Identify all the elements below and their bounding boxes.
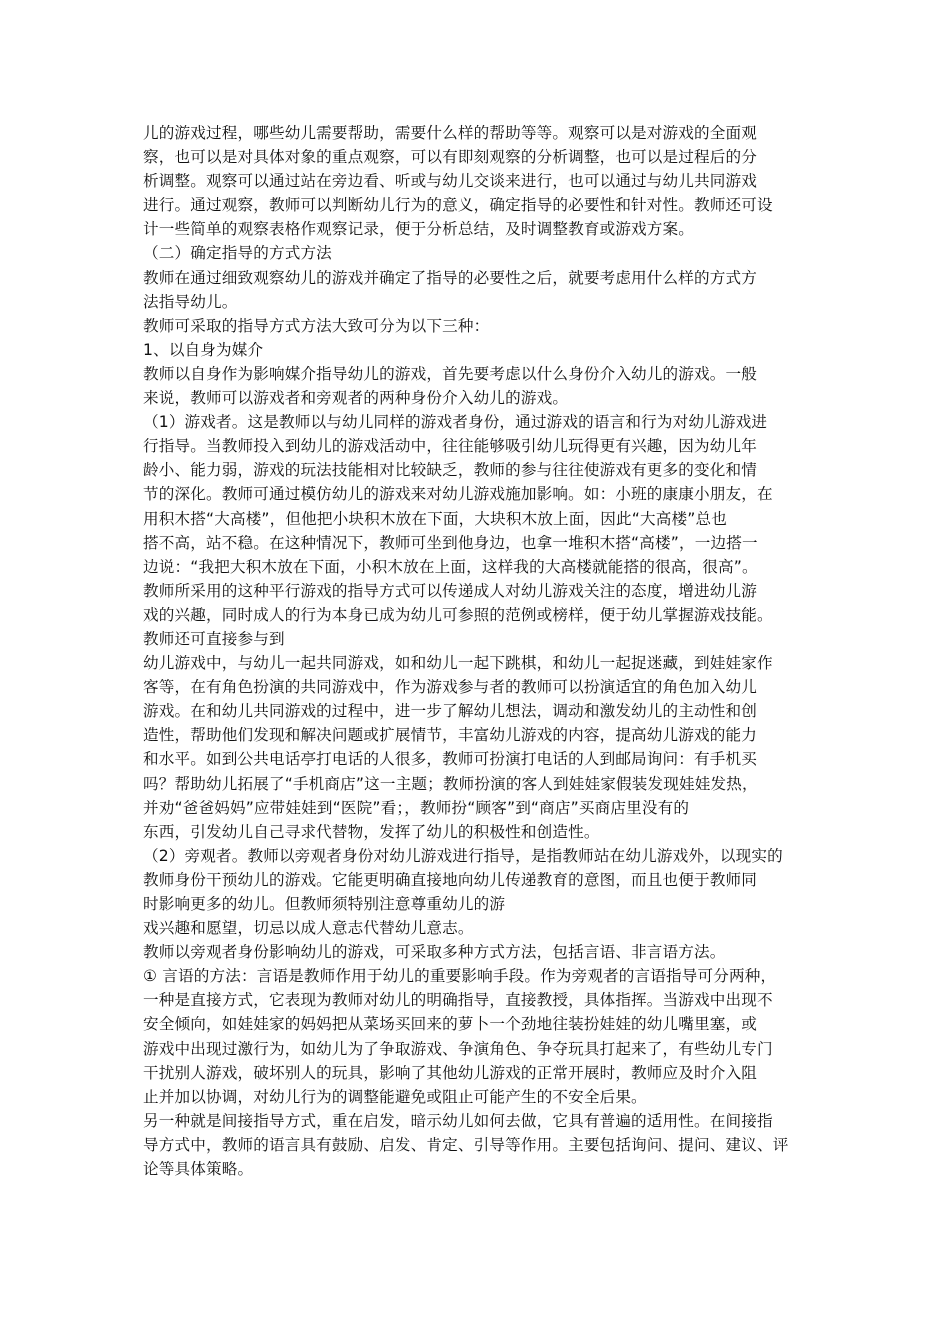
text-line: 行指导。当教师投入到幼儿的游戏活动中，往往能够吸引幼儿玩得更有兴趣，因为幼儿年 xyxy=(143,437,758,456)
text-line: 进行。通过观察，教师可以判断幼儿行为的意义，确定指导的必要性和针对性。教师还可设 xyxy=(143,196,773,215)
text-line: 另一种就是间接指导方式，重在启发，暗示幼儿如何去做，它具有普遍的适用性。在间接指 xyxy=(143,1111,773,1130)
text-line: 客等，在有角色扮演的共同游戏中，作为游戏参与者的教师可以扮演适宜的角色加入幼儿 xyxy=(143,678,758,697)
text-line: 游戏。在和幼儿共同游戏的过程中，进一步了解幼儿想法，调动和激发幼儿的主动性和创 xyxy=(143,702,758,721)
text-line: 时影响更多的幼儿。但教师须特别注意尊重幼儿的游 xyxy=(143,895,506,913)
text-line: 察，也可以是对具体对象的重点观察，可以有即刻观察的分析调整，也可以是过程后的分 xyxy=(143,148,758,167)
text-line: （二）确定指导的方式方法 xyxy=(143,244,332,263)
text-line: （1）游戏者。这是教师以与幼儿同样的游戏者身份，通过游戏的语言和行为对幼儿游戏进 xyxy=(143,413,768,432)
text-line: 导方式中，教师的语言具有鼓励、启发、肯定、引导等作用。主要包括询问、提问、建议、评 xyxy=(143,1135,789,1154)
text-line: 来说，教师可以游戏者和旁观者的两种身份介入幼儿的游戏。 xyxy=(143,389,569,408)
text-line: 析调整。观察可以通过站在旁边看、听或与幼儿交谈来进行，也可以通过与幼儿共同游戏 xyxy=(143,172,758,191)
text-line: 教师可采取的指导方式方法大致可分为以下三种： xyxy=(143,316,490,335)
text-line: 法指导幼儿。 xyxy=(143,292,238,311)
text-line: 戏的兴趣，同时成人的行为本身已成为幼儿可参照的范例或榜样，便于幼儿掌握游戏技能。 xyxy=(143,605,773,624)
text-line: （2）旁观者。教师以旁观者身份对幼儿游戏进行指导，是指教师站在幼儿游戏外，以现实的 xyxy=(143,846,783,865)
text-line: 游戏中出现过激行为，如幼儿为了争取游戏、争演角色、争夺玩具打起来了，有些幼儿专门 xyxy=(143,1039,773,1058)
text-line: 吗？帮助幼儿拓展了“手机商店”这一主题；教师扮演的客人到娃娃家假装发现娃娃发热， xyxy=(143,774,758,793)
text-line: 教师在通过细致观察幼儿的游戏并确定了指导的必要性之后，就要考虑用什么样的方式方 xyxy=(143,268,758,287)
text-line: 用积木搭“大高楼”，但他把小块积木放在下面，大块积木放上面，因此“大高楼”总也 xyxy=(143,509,727,528)
text-line: 安全倾向，如娃娃家的妈妈把从菜场买回来的萝卜一个劲地往装扮娃娃的幼儿嘴里塞，或 xyxy=(143,1015,758,1034)
document-body xyxy=(143,121,803,1181)
text-line: 教师以自身作为影响媒介指导幼儿的游戏，首先要考虑以什么身份介入幼儿的游戏。一般 xyxy=(143,364,758,383)
text-line: 论等具体策略。 xyxy=(143,1160,254,1179)
text-line: 并劝“爸爸妈妈”应带娃娃到“医院”看；，教师扮“顾客”到“商店”买商店里没有的 xyxy=(143,798,690,817)
text-line: 一种是直接方式，它表现为教师对幼儿的明确指导，直接教授，具体指挥。当游戏中出现不 xyxy=(143,991,773,1010)
text-line: 龄小、能力弱，游戏的玩法技能相对比较缺乏，教师的参与往往使游戏有更多的变化和情 xyxy=(143,461,758,480)
text-line: 干扰别人游戏，破坏别人的玩具，影响了其他幼儿游戏的正常开展时，教师应及时介入阻 xyxy=(143,1063,758,1082)
text-line: 戏兴趣和愿望，切忌以成人意志代替幼儿意志。 xyxy=(143,919,474,938)
text-line: 1、以自身为媒介 xyxy=(143,340,264,359)
text-line: 教师身份干预幼儿的游戏。它能更明确直接地向幼儿传递教育的意图，而且也便于教师同 xyxy=(143,870,758,889)
text-line: 教师以旁观者身份影响幼儿的游戏，可采取多种方式方法，包括言语、非言语方法。 xyxy=(143,943,726,962)
text-line: 教师还可直接参与到 xyxy=(143,629,285,648)
text-line: 止并加以协调，对幼儿行为的调整能避免或阻止可能产生的不安全后果。 xyxy=(143,1087,647,1106)
text-line: 幼儿游戏中，与幼儿一起共同游戏，如和幼儿一起下跳棋，和幼儿一起捉迷藏，到娃娃家作 xyxy=(143,654,773,673)
text-line: 造性，帮助他们发现和解决问题或扩展情节，丰富幼儿游戏的内容，提高幼儿游戏的能力 xyxy=(143,726,758,745)
text-line: 边说：“我把大积木放在下面，小积木放在上面，这样我的大高楼就能搭的很高，很高”。 xyxy=(143,557,758,576)
text-line: ① 言语的方法：言语是教师作用于幼儿的重要影响手段。作为旁观者的言语指导可分两种， xyxy=(143,967,777,986)
text-line: 儿的游戏过程，哪些幼儿需要帮助，需要什么样的帮助等等。观察可以是对游戏的全面观 xyxy=(143,124,758,142)
text-line: 教师所采用的这种平行游戏的指导方式可以传递成人对幼儿游戏关注的态度，增进幼儿游 xyxy=(143,581,758,600)
text-line: 节的深化。教师可通过模仿幼儿的游戏来对幼儿游戏施加影响。如：小班的康康小朋友，在 xyxy=(143,485,773,504)
text-line: 搭不高，站不稳。在这种情况下，教师可坐到他身边，也拿一堆积木搭“高楼”，一边搭一 xyxy=(143,533,758,552)
text-line: 计一些简单的观察表格作观察记录，便于分析总结，及时调整教育或游戏方案。 xyxy=(143,220,695,239)
text-line: 东西，引发幼儿自己寻求代替物，发挥了幼儿的积极性和创造性。 xyxy=(143,822,600,841)
text-line: 和水平。如到公共电话亭打电话的人很多，教师可扮演打电话的人到邮局询问：有手机买 xyxy=(143,750,758,769)
